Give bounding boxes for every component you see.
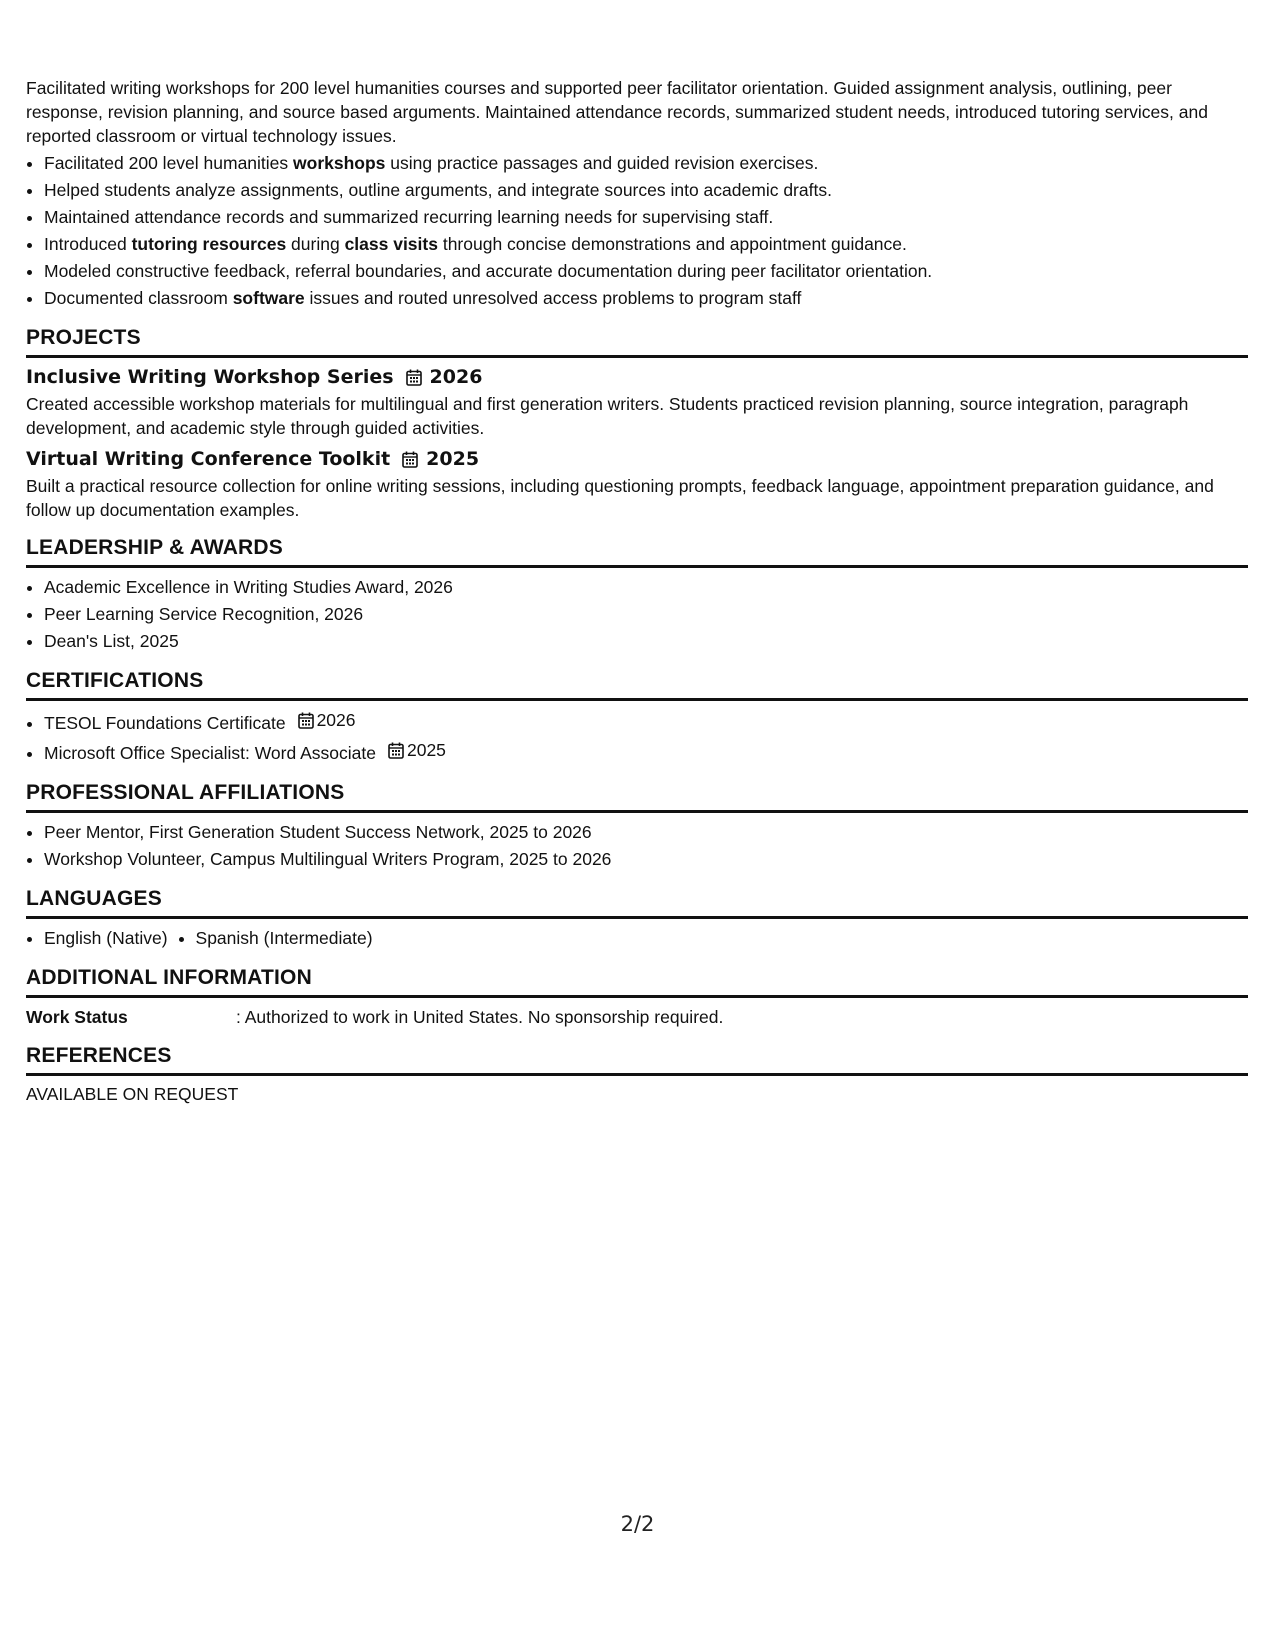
language-item: • Spanish (Intermediate) — [196, 925, 373, 952]
experience-bullets — [26, 150, 1248, 312]
award-item: • Academic Excellence in Writing Studies Award, 2026 — [44, 574, 1248, 601]
calendar-icon — [402, 451, 418, 468]
section-heading-awards: LEADERSHIP & AWARDS — [26, 536, 1248, 568]
awards-section — [26, 536, 1248, 655]
calendar-icon — [388, 742, 404, 759]
affiliations-section — [26, 781, 1248, 873]
project-description: Built a practical resource collection for online writing sessions, including questioning prompts, feedback language, appointment preparation guidance, and follow up documentation examples. — [26, 476, 1214, 520]
project-year: 2026 — [429, 366, 483, 388]
award-item: • Peer Learning Service Recognition, 2026 — [44, 601, 1248, 628]
awards-list — [26, 574, 1248, 655]
experience-bullet: • Maintained attendance records and summarized recurring learning needs for supervising staff. — [44, 204, 1248, 231]
work-status-row — [26, 1004, 1248, 1030]
affiliations-list — [26, 819, 1248, 873]
work-status-value: : Authorized to work in United States. No sponsorship required. — [236, 1007, 724, 1027]
certifications-section — [26, 669, 1248, 767]
additional-info-section — [26, 966, 1248, 1030]
certification-item: • TESOL Foundations Certificate 2026 — [44, 707, 1248, 737]
experience-bullet: • Modeled constructive feedback, referral boundaries, and accurate documentation during peer facilitator orientation. — [44, 258, 1248, 285]
experience-bullet: • Documented classroom software issues and routed unresolved access problems to program staff — [44, 285, 1248, 312]
affiliation-item: • Peer Mentor, First Generation Student Success Network, 2025 to 2026 — [44, 819, 1248, 846]
certification-year: 2026 — [316, 710, 356, 730]
project-year: 2025 — [426, 448, 480, 470]
references-text: AVAILABLE ON REQUEST — [26, 1084, 239, 1104]
experience-bullet: • Helped students analyze assignments, outline arguments, and integrate sources into academic drafts. — [44, 177, 1248, 204]
projects-section — [26, 326, 1248, 522]
experience-summary: Facilitated writing workshops for 200 level humanities courses and supported peer facilitator orientation. Guided assignment analysis, outlining, peer response, revision planning, and source based arguments. Maintained attendance records, summarized student needs, introduced tutoring services, and reported classroom or virtual technology issues. — [26, 78, 1208, 146]
languages-section — [26, 887, 1248, 952]
references-section — [26, 1044, 1248, 1106]
language-item: • English (Native) — [44, 925, 168, 952]
resume-page — [26, 76, 1248, 1106]
section-heading-additional: ADDITIONAL INFORMATION — [26, 966, 1248, 998]
section-heading-affiliations: PROFESSIONAL AFFILIATIONS — [26, 781, 1248, 813]
work-status-label: Work Status — [26, 1007, 128, 1027]
affiliation-item: • Workshop Volunteer, Campus Multilingual Writers Program, 2025 to 2026 — [44, 846, 1248, 873]
project-description: Created accessible workshop materials for multilingual and first generation writers. Students practiced revision planning, source integration, paragraph development, and academic style through guided activities. — [26, 394, 1189, 438]
award-item: • Dean's List, 2025 — [44, 628, 1248, 655]
project-title: Virtual Writing Conference Toolkit 2025 — [26, 448, 480, 470]
section-heading-references: REFERENCES — [26, 1044, 1248, 1076]
languages-list — [26, 925, 1248, 952]
certification-item: • Microsoft Office Specialist: Word Associate 2025 — [44, 737, 1248, 767]
experience-bullet: • Introduced tutoring resources during class visits through concise demonstrations and appointment guidance. — [44, 231, 1248, 258]
certifications-list — [26, 707, 1248, 767]
section-heading-certifications: CERTIFICATIONS — [26, 669, 1248, 701]
experience-bullet: • Facilitated 200 level humanities workshops using practice passages and guided revision exercises. — [44, 150, 1248, 177]
calendar-icon — [298, 712, 314, 729]
section-heading-projects: PROJECTS — [26, 326, 1248, 358]
project-title: Inclusive Writing Workshop Series 2026 — [26, 366, 483, 388]
section-heading-languages: LANGUAGES — [26, 887, 1248, 919]
page-number: 2/2 — [620, 1512, 655, 1536]
calendar-icon — [406, 369, 422, 386]
certification-year: 2025 — [406, 740, 446, 760]
